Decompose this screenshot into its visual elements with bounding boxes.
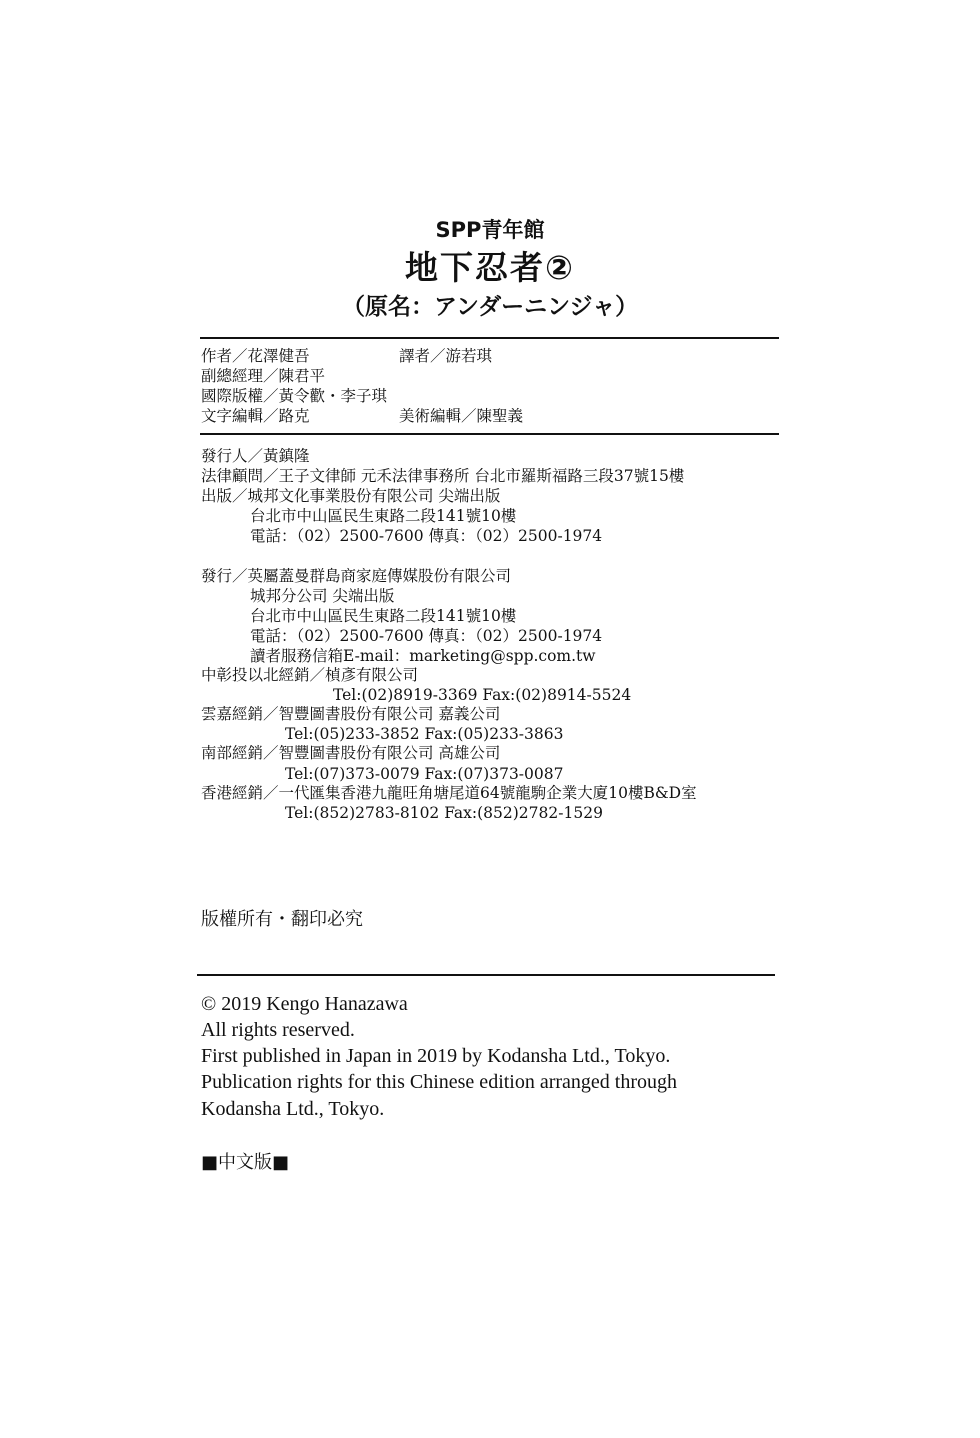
publisher-publish: 出版／城邦文化事業股份有限公司 尖端出版 (201, 487, 501, 505)
copyright-line-3: First published in Japan in 2019 by Kodansha Ltd., Tokyo. (201, 1045, 671, 1067)
dist-yunjia-tel: Tel:(05)233-3852 Fax:(05)233-3863 (285, 725, 564, 743)
dist-yunjia: 雲嘉經銷／智豐圖書股份有限公司 嘉義公司 (201, 705, 501, 723)
dist-south: 南部經銷／智豐圖書股份有限公司 高雄公司 (201, 744, 501, 762)
publisher-issuer: 發行人／黃鎮隆 (201, 447, 310, 465)
dist-email: 讀者服務信箱E-mail：marketing@spp.com.tw (250, 647, 596, 665)
credit-text-editor: 文字編輯／路克 (201, 407, 310, 425)
dist-address: 台北市中山區民生東路二段141號10樓 (250, 607, 517, 625)
credit-deputy-gm: 副總經理／陳君平 (201, 367, 326, 385)
dist-issue: 發行／英屬蓋曼群島商家庭傳媒股份有限公司 (201, 567, 512, 585)
divider-middle (200, 433, 779, 435)
book-title: 地下忍者② (405, 248, 575, 287)
publisher-phone: 電話：（02）2500-7600 傳真：（02）2500-1974 (250, 527, 603, 545)
credit-rights: 國際版權／黃令歡・李子琪 (201, 387, 388, 405)
original-title: （原名：アンダーニンジャ） (341, 294, 639, 320)
dist-north: 中彰投以北經銷／楨彥有限公司 (201, 666, 419, 684)
copyright-line-1: © 2019 Kengo Hanazawa (201, 993, 408, 1015)
rights-notice: 版權所有・翻印必究 (201, 909, 363, 930)
copyright-line-2: All rights reserved. (201, 1019, 355, 1041)
publisher-legal: 法律顧問／王子文律師 元禾法律事務所 台北市羅斯福路三段37號15樓 (201, 467, 685, 485)
copyright-line-4: Publication rights for this Chinese edition arranged through (201, 1071, 678, 1093)
dist-hongkong-tel: Tel:(852)2783-8102 Fax:(852)2782-1529 (285, 804, 603, 822)
edition-mark: ■中文版■ (201, 1152, 290, 1173)
credit-art-editor: 美術編輯／陳聖義 (399, 407, 524, 425)
dist-north-tel: Tel:(02)8919-3369 Fax:(02)8914-5524 (333, 686, 632, 704)
dist-hongkong: 香港經銷／一代匯集香港九龍旺角塘尾道64號龍駒企業大廈10樓B&D室 (201, 784, 697, 802)
series-name: SPP青年館 (435, 218, 545, 242)
dist-phone: 電話：（02）2500-7600 傳真：（02）2500-1974 (250, 627, 603, 645)
dist-branch: 城邦分公司 尖端出版 (250, 587, 395, 605)
divider-top (200, 337, 779, 339)
publisher-address: 台北市中山區民生東路二段141號10樓 (250, 507, 517, 525)
copyright-line-5: Kodansha Ltd., Tokyo. (201, 1098, 385, 1120)
divider-bottom (197, 974, 775, 976)
credit-translator: 譯者／游若琪 (399, 347, 493, 365)
credit-author: 作者／花澤健吾 (201, 347, 310, 365)
dist-south-tel: Tel:(07)373-0079 Fax:(07)373-0087 (285, 765, 564, 783)
